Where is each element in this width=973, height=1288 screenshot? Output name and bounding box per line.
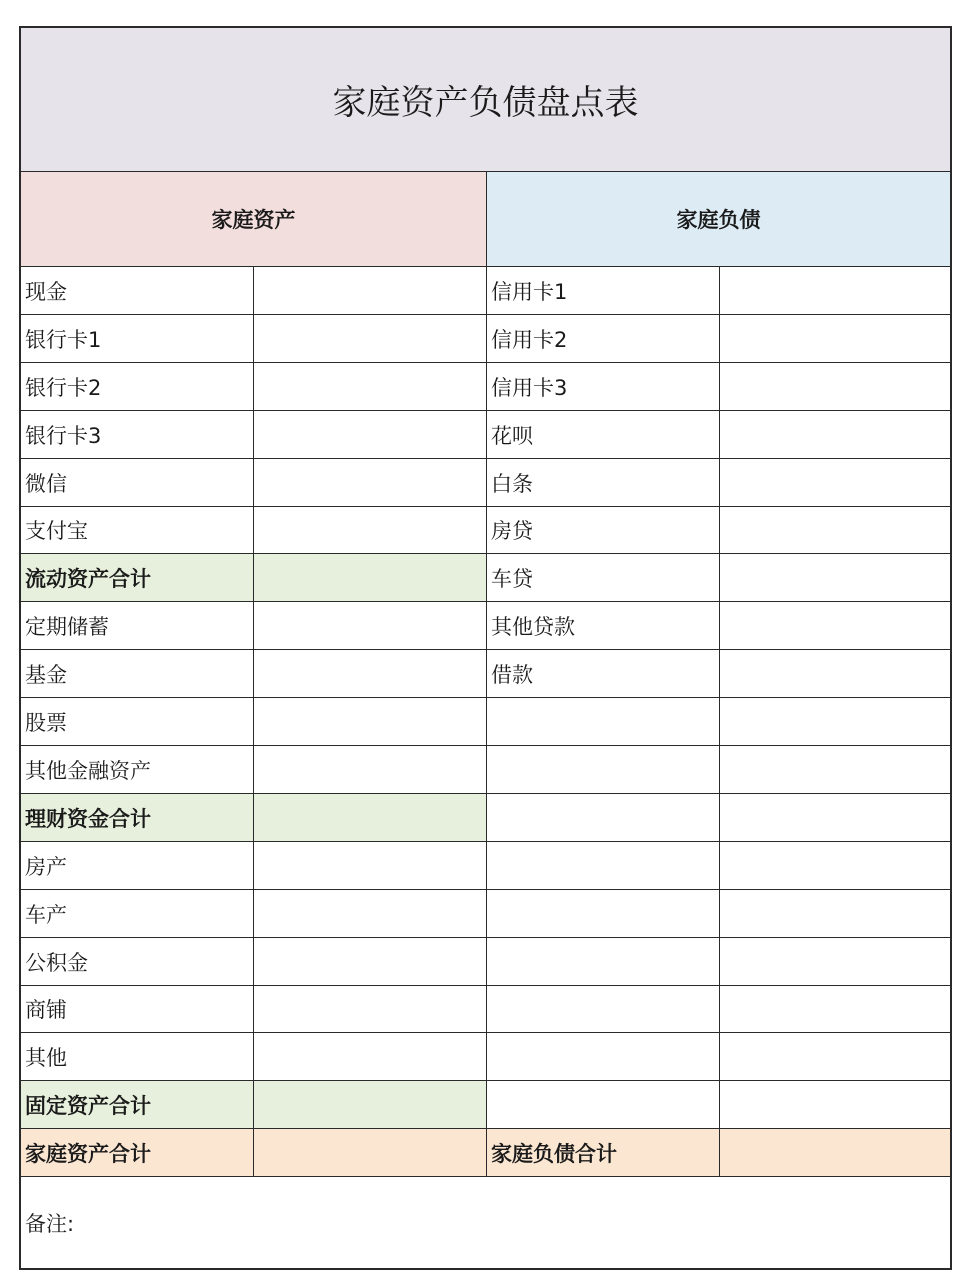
asset-value-input[interactable] (254, 842, 487, 890)
asset-label: 固定资产合计 (21, 1081, 254, 1129)
liability-value-input[interactable] (720, 890, 950, 938)
liability-value-input[interactable] (720, 1129, 950, 1177)
liability-value-input[interactable] (720, 267, 950, 315)
liability-label: 信用卡1 (487, 267, 720, 315)
asset-value-input[interactable] (254, 602, 487, 650)
asset-label: 公积金 (21, 938, 254, 986)
balance-sheet-table (19, 26, 952, 1270)
liability-label: 花呗 (487, 411, 720, 459)
liability-label (487, 746, 720, 794)
liability-label (487, 1081, 720, 1129)
notes-label: 备注: (25, 1211, 75, 1236)
asset-value-input[interactable] (254, 267, 487, 315)
asset-value-input[interactable] (254, 698, 487, 746)
asset-value-input[interactable] (254, 794, 487, 842)
liability-value-input[interactable] (720, 315, 950, 363)
asset-label: 定期储蓄 (21, 602, 254, 650)
liability-label: 白条 (487, 459, 720, 507)
assets-header: 家庭资产 (21, 172, 487, 267)
liability-value-input[interactable] (720, 1081, 950, 1129)
asset-label: 车产 (21, 890, 254, 938)
asset-label: 家庭资产合计 (21, 1129, 254, 1177)
liability-label: 信用卡2 (487, 315, 720, 363)
asset-value-input[interactable] (254, 1081, 487, 1129)
asset-label: 银行卡1 (21, 315, 254, 363)
liability-label: 房贷 (487, 507, 720, 554)
liability-value-input[interactable] (720, 938, 950, 986)
liability-value-input[interactable] (720, 507, 950, 554)
asset-value-input[interactable] (254, 554, 487, 602)
asset-value-input[interactable] (254, 986, 487, 1033)
liability-label: 家庭负债合计 (487, 1129, 720, 1177)
asset-label: 基金 (21, 650, 254, 698)
asset-label: 房产 (21, 842, 254, 890)
asset-label: 股票 (21, 698, 254, 746)
asset-value-input[interactable] (254, 507, 487, 554)
liability-value-input[interactable] (720, 1033, 950, 1081)
liability-value-input[interactable] (720, 698, 950, 746)
asset-label: 其他金融资产 (21, 746, 254, 794)
asset-value-input[interactable] (254, 938, 487, 986)
asset-value-input[interactable] (254, 1033, 487, 1081)
asset-label: 银行卡3 (21, 411, 254, 459)
asset-value-input[interactable] (254, 411, 487, 459)
asset-value-input[interactable] (254, 459, 487, 507)
asset-label: 现金 (21, 267, 254, 315)
liability-value-input[interactable] (720, 794, 950, 842)
liability-label (487, 1033, 720, 1081)
liability-value-input[interactable] (720, 650, 950, 698)
liability-label (487, 698, 720, 746)
liabilities-header: 家庭负债 (487, 172, 950, 267)
asset-value-input[interactable] (254, 1129, 487, 1177)
asset-label: 其他 (21, 1033, 254, 1081)
liability-label: 信用卡3 (487, 363, 720, 411)
asset-value-input[interactable] (254, 650, 487, 698)
liability-label (487, 794, 720, 842)
liability-label (487, 986, 720, 1033)
asset-label: 理财资金合计 (21, 794, 254, 842)
asset-value-input[interactable] (254, 315, 487, 363)
asset-label: 银行卡2 (21, 363, 254, 411)
asset-value-input[interactable] (254, 890, 487, 938)
liability-value-input[interactable] (720, 411, 950, 459)
asset-label: 支付宝 (21, 507, 254, 554)
asset-label: 商铺 (21, 986, 254, 1033)
sheet-title: 家庭资产负债盘点表 (21, 28, 950, 172)
liability-label (487, 890, 720, 938)
liability-label (487, 938, 720, 986)
liability-label: 车贷 (487, 554, 720, 602)
liability-value-input[interactable] (720, 842, 950, 890)
asset-value-input[interactable] (254, 746, 487, 794)
asset-label: 流动资产合计 (21, 554, 254, 602)
liability-label: 借款 (487, 650, 720, 698)
liability-value-input[interactable] (720, 363, 950, 411)
liability-value-input[interactable] (720, 459, 950, 507)
asset-label: 微信 (21, 459, 254, 507)
liability-label: 其他贷款 (487, 602, 720, 650)
liability-value-input[interactable] (720, 602, 950, 650)
liability-value-input[interactable] (720, 986, 950, 1033)
asset-value-input[interactable] (254, 363, 487, 411)
liability-label (487, 842, 720, 890)
liability-value-input[interactable] (720, 746, 950, 794)
liability-value-input[interactable] (720, 554, 950, 602)
